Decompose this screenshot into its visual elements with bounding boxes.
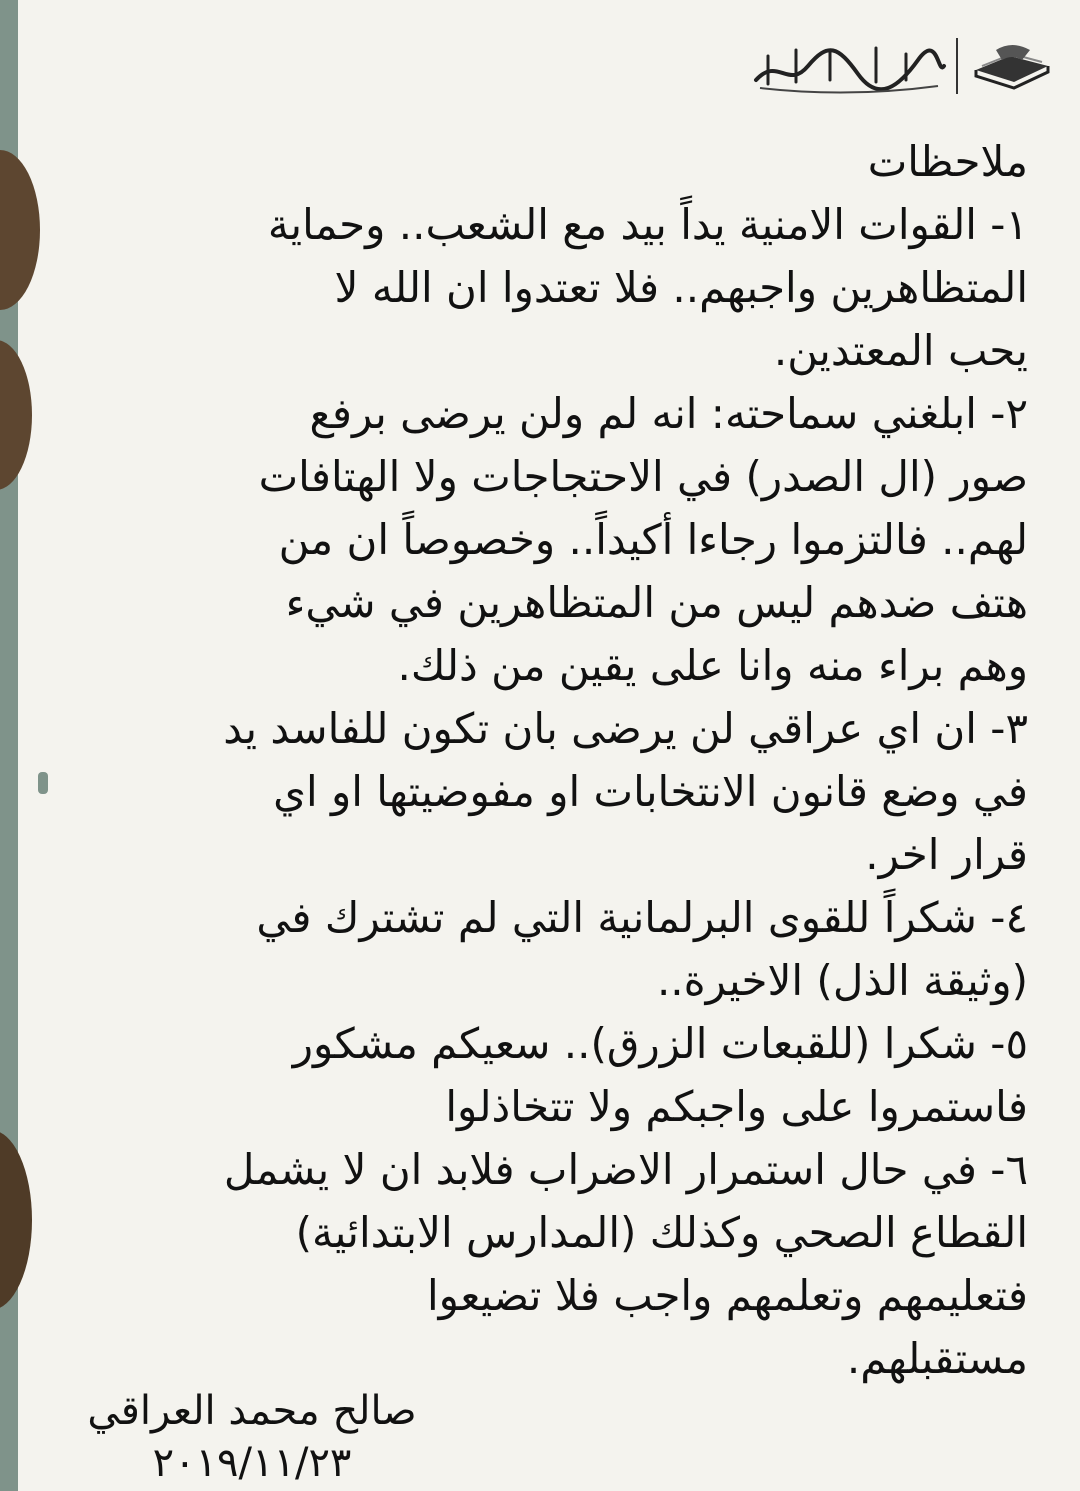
note-line: ٥- شكرا (للقبعات الزرق).. سعيكم مشكور bbox=[292, 1019, 1028, 1068]
note-line: مستقبلهم. bbox=[846, 1334, 1028, 1383]
note-line: (وثيقة الذل) الاخيرة.. bbox=[656, 956, 1028, 1005]
note-line: ٦- في حال استمرار الاضراب فلابد ان لا يشمل bbox=[223, 1145, 1028, 1194]
note-line: هتف ضدهم ليس من المتظاهرين في شيء bbox=[285, 578, 1028, 627]
logo-separator bbox=[956, 38, 958, 94]
note-item-5 bbox=[48, 1012, 1028, 1138]
note-item-2 bbox=[48, 382, 1028, 697]
signature-date: ٢٠١٩/١١/٢٣ bbox=[152, 1440, 352, 1486]
note-line: يحب المعتدين. bbox=[773, 326, 1028, 375]
note-line: ٤- شكراً للقوى البرلمانية التي لم تشترك في bbox=[256, 893, 1028, 942]
decorative-dot bbox=[38, 772, 48, 794]
note-item-1 bbox=[48, 193, 1028, 382]
note-line: القطاع الصحي وكذلك (المدارس الابتدائية) bbox=[295, 1208, 1028, 1257]
note-line: وهم براء منه وانا على يقين من ذلك. bbox=[397, 641, 1028, 690]
book-icon bbox=[966, 36, 1056, 96]
decorative-blob bbox=[0, 340, 32, 490]
note-line: فاستمروا على واجبكم ولا تتخاذلوا bbox=[445, 1082, 1028, 1131]
signature-name: صالح محمد العراقي bbox=[87, 1388, 417, 1434]
note-line: المتظاهرين واجبهم.. فلا تعتدوا ان الله لا bbox=[334, 263, 1028, 312]
note-line: قرار اخر. bbox=[865, 830, 1028, 879]
note-item-4 bbox=[48, 886, 1028, 1012]
signature-block bbox=[62, 1385, 442, 1489]
note-line: ١- القوات الامنية يداً بيد مع الشعب.. وحماية bbox=[267, 200, 1028, 249]
note-title: ملاحظات bbox=[867, 137, 1028, 186]
header-logo bbox=[746, 28, 1056, 104]
note-line: صور (ال الصدر) في الاحتجاجات ولا الهتافات bbox=[258, 452, 1028, 501]
decorative-blob bbox=[0, 1130, 32, 1310]
calligraphy-logo bbox=[748, 36, 948, 96]
note-line: ٢- ابلغني سماحته: انه لم ولن يرضى برفع bbox=[309, 389, 1028, 438]
note-line: ٣- ان اي عراقي لن يرضى بان تكون للفاسد يد bbox=[223, 704, 1028, 753]
decorative-blob bbox=[0, 150, 40, 310]
note-body bbox=[48, 130, 1028, 1390]
note-line: لهم.. فالتزموا رجاءا أكيداً.. وخصوصاً ان من bbox=[278, 515, 1028, 564]
note-item-3 bbox=[48, 697, 1028, 886]
note-line: في وضع قانون الانتخابات او مفوضيتها او اي bbox=[273, 767, 1028, 816]
note-line: فتعليمهم وتعلمهم واجب فلا تضيعوا bbox=[426, 1271, 1028, 1320]
note-item-6 bbox=[48, 1138, 1028, 1390]
